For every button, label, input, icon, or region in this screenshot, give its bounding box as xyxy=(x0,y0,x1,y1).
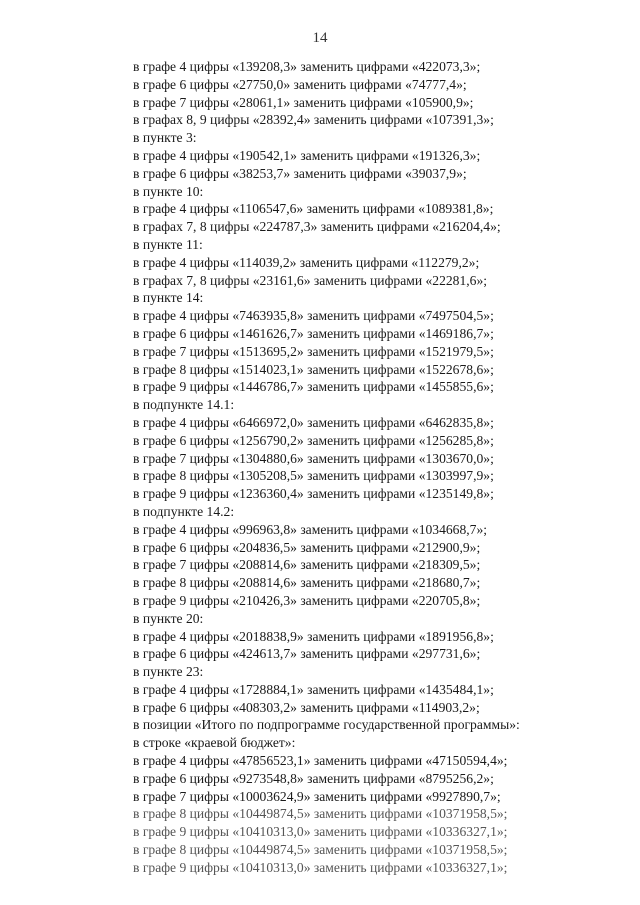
document-line: в графе 4 цифры «1106547,6» заменить цифрами «1089381,8»; xyxy=(133,201,494,217)
document-line: в графе 9 цифры «1446786,7» заменить цифрами «1455855,6»; xyxy=(133,379,494,395)
document-line: в графе 7 цифры «1304880,6» заменить цифрами «1303670,0»; xyxy=(133,450,494,466)
document-line: в подпункте 14.1: xyxy=(133,397,235,413)
document-line: в графе 6 цифры «9273548,8» заменить цифрами «8795256,2»; xyxy=(133,770,494,786)
document-line: в графе 4 цифры «2018838,9» заменить цифрами «1891956,8»; xyxy=(133,628,494,644)
document-line: в графе 4 цифры «139208,3» заменить цифрами «422073,3»; xyxy=(133,59,481,74)
page-number: 14 xyxy=(312,30,328,46)
document-line: в графе 8 цифры «10449874,5» заменить цифрами «10371958,5»; xyxy=(133,842,508,858)
document-line: в пункте 20: xyxy=(133,610,204,626)
document-line: в пункте 3: xyxy=(133,130,197,146)
document-line: в позиции «Итого по подпрограмме государственной программы»: xyxy=(133,717,520,733)
document-line: в пункте 10: xyxy=(133,183,204,199)
document-line: в графе 8 цифры «1305208,5» заменить цифрами «1303997,9»; xyxy=(133,468,494,484)
document-line: в графе 8 цифры «10449874,5» заменить цифрами «10371958,5»; xyxy=(133,806,508,822)
document-line: в графе 4 цифры «6466972,0» заменить цифрами «6462835,8»; xyxy=(133,414,494,430)
document-line: в графах 7, 8 цифры «23161,6» заменить цифрами «22281,6»; xyxy=(133,272,488,288)
document-line: в пункте 23: xyxy=(133,664,204,680)
document-line: в графе 9 цифры «10410313,0» заменить цифрами «10336327,1»; xyxy=(133,824,508,840)
document-line: в графе 6 цифры «27750,0» заменить цифрами «74777,4»; xyxy=(133,76,467,92)
document-line: в строке «краевой бюджет»: xyxy=(133,735,296,751)
document-line: в графе 6 цифры «38253,7» заменить цифрами «39037,9»; xyxy=(133,165,467,181)
document-line: в графе 4 цифры «190542,1» заменить цифрами «191326,3»; xyxy=(133,147,481,163)
document-line: в подпункте 14.2: xyxy=(133,503,235,519)
document-line: в графе 6 цифры «1461626,7» заменить цифрами «1469186,7»; xyxy=(133,325,494,341)
document-line: в графе 7 цифры «10003624,9» заменить цифрами «9927890,7»; xyxy=(133,788,501,804)
document-line: в графе 6 цифры «424613,7» заменить цифрами «297731,6»; xyxy=(133,646,481,662)
document-line: в графе 8 цифры «208814,6» заменить цифрами «218680,7»; xyxy=(133,575,481,591)
document-line: в графе 4 цифры «1728884,1» заменить цифрами «1435484,1»; xyxy=(133,681,494,697)
document-line: в графе 9 цифры «210426,3» заменить цифрами «220705,8»; xyxy=(133,592,481,608)
document-line: в графе 7 цифры «28061,1» заменить цифрами «105900,9»; xyxy=(133,94,474,110)
document-line: в графе 4 цифры «114039,2» заменить цифрами «112279,2»; xyxy=(133,254,480,270)
document-line: в графе 6 цифры «1256790,2» заменить цифрами «1256285,8»; xyxy=(133,432,494,448)
document-line: в графе 4 цифры «47856523,1» заменить цифрами «47150594,4»; xyxy=(133,753,508,769)
document-line: в пункте 11: xyxy=(133,236,203,252)
document-line: в графе 9 цифры «1236360,4» заменить цифрами «1235149,8»; xyxy=(133,486,494,502)
document-line: в графе 6 цифры «408303,2» заменить цифрами «114903,2»; xyxy=(133,699,480,715)
document-line: в графе 4 цифры «7463935,8» заменить цифрами «7497504,5»; xyxy=(133,308,494,324)
document-line: в пункте 14: xyxy=(133,290,204,306)
document-line: в графе 8 цифры «1514023,1» заменить цифрами «1522678,6»; xyxy=(133,361,494,377)
document-line: в графах 8, 9 цифры «28392,4» заменить цифрами «107391,3»; xyxy=(133,112,494,128)
document-line: в графе 4 цифры «996963,8» заменить цифрами «1034668,7»; xyxy=(133,521,488,537)
document-line: в графе 6 цифры «204836,5» заменить цифрами «212900,9»; xyxy=(133,539,481,555)
document-line: в графах 7, 8 цифры «224787,3» заменить цифрами «216204,4»; xyxy=(133,219,501,235)
document-line: в графе 7 цифры «1513695,2» заменить цифрами «1521979,5»; xyxy=(133,343,494,359)
document-line: в графе 9 цифры «10410313,0» заменить цифрами «10336327,1»; xyxy=(133,859,508,875)
document-line: в графе 7 цифры «208814,6» заменить цифрами «218309,5»; xyxy=(133,557,481,573)
document-body xyxy=(133,58,623,877)
